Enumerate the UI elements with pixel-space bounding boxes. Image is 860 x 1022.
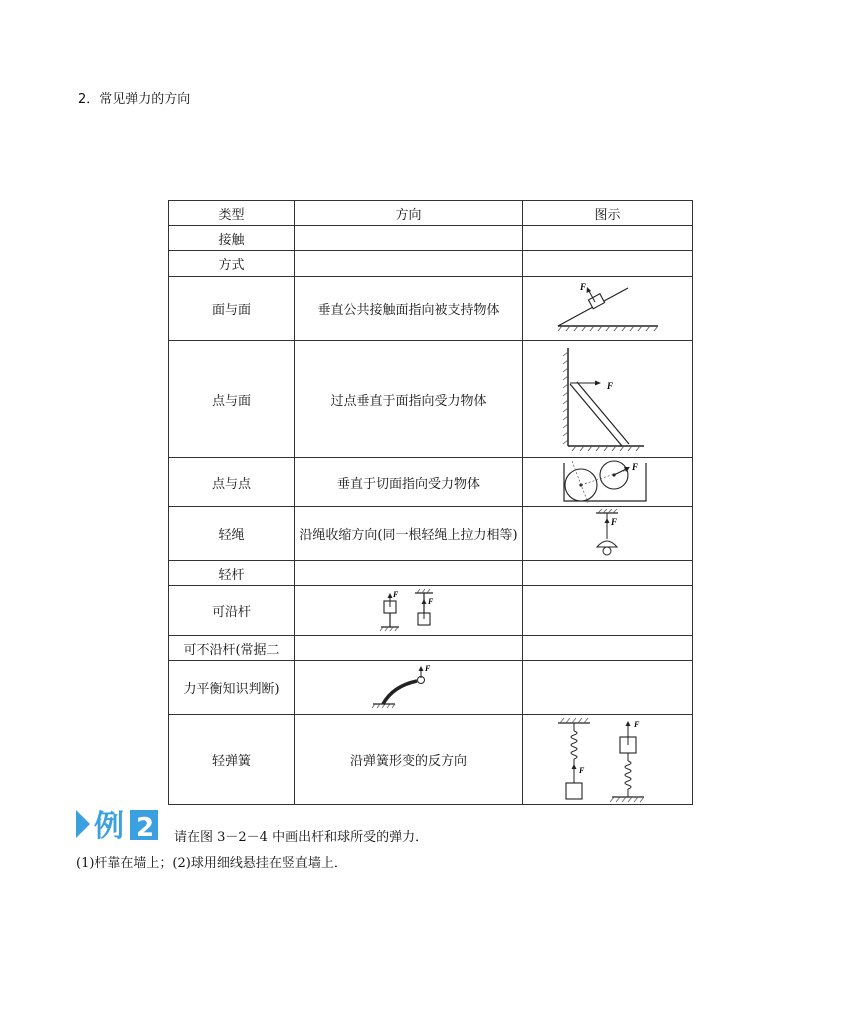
example-prompt: 请在图 3－2－4 中画出杆和球所受的弹力． [174,830,429,845]
force-label: F [610,516,617,527]
force-label: F [578,765,584,775]
row-figure [523,341,693,458]
row-type: 力平衡知识判断) [169,661,295,715]
rod-on-wall-figure [548,344,668,454]
table-row [169,341,693,458]
bent-rod-figure [359,664,459,712]
two-balls-figure [548,459,668,505]
row-type: 可不沿杆(常据二 [169,636,295,661]
force-label: F [427,596,433,606]
row-direction [295,251,523,277]
row-type: 点与面 [169,341,295,458]
row-figure [523,277,693,341]
row-direction: 垂直公共接触面指向被支持物体 [295,277,523,341]
row-type: 点与点 [169,458,295,507]
row-direction: 沿弹簧形变的反方向 [295,715,523,805]
row-type: 方式 [169,251,295,277]
force-label: F [631,462,638,472]
force-label: F [424,663,430,673]
row-figure [523,661,693,715]
hanging-lamp-figure [578,509,638,559]
row-direction [295,561,523,586]
header-direction: 方向 [295,201,523,226]
table-header-row [169,201,693,226]
row-type: 面与面 [169,277,295,341]
header-type: 类型 [169,201,295,226]
table-row [169,458,693,507]
table-row [169,561,693,586]
row-figure [523,507,693,561]
row-type: 可沿杆 [169,586,295,636]
rod-along-figure [369,589,449,633]
table-row [169,251,693,277]
example-badge [76,806,162,842]
force-label: F [579,281,586,292]
row-direction: 沿绳收缩方向(同一根轻绳上拉力相等) [295,507,523,561]
row-figure [523,458,693,507]
row-figure [523,586,693,636]
row-type: 轻绳 [169,507,295,561]
force-label: F [392,589,398,599]
table-row [169,661,693,715]
row-figure [523,715,693,805]
row-type: 轻弹簧 [169,715,295,805]
table-row [169,586,693,636]
row-direction [295,636,523,661]
row-type: 轻杆 [169,561,295,586]
table-row [169,277,693,341]
section-heading: 2．常见弹力的方向 [78,92,191,107]
example-subtext: (1)杆靠在墙上；(2)球用细线悬挂在竖直墙上． [76,856,347,871]
header-figure: 图示 [523,201,693,226]
row-direction: 垂直于切面指向受力物体 [295,458,523,507]
incline-block-figure [548,280,668,338]
badge-text: 例 [94,809,124,842]
row-figure [523,251,693,277]
row-direction [295,586,523,636]
row-direction [295,226,523,251]
springs-figure [548,717,668,803]
row-direction: 过点垂直于面指向受力物体 [295,341,523,458]
force-label: F [633,719,639,729]
row-figure [523,226,693,251]
table-row [169,507,693,561]
row-direction [295,661,523,715]
table-row [169,226,693,251]
elastic-force-direction-table [168,200,693,805]
row-type: 接触 [169,226,295,251]
badge-number: 2 [136,813,155,842]
table-row [169,715,693,805]
row-figure [523,561,693,586]
force-label: F [606,381,613,391]
row-figure [523,636,693,661]
table-row [169,636,693,661]
